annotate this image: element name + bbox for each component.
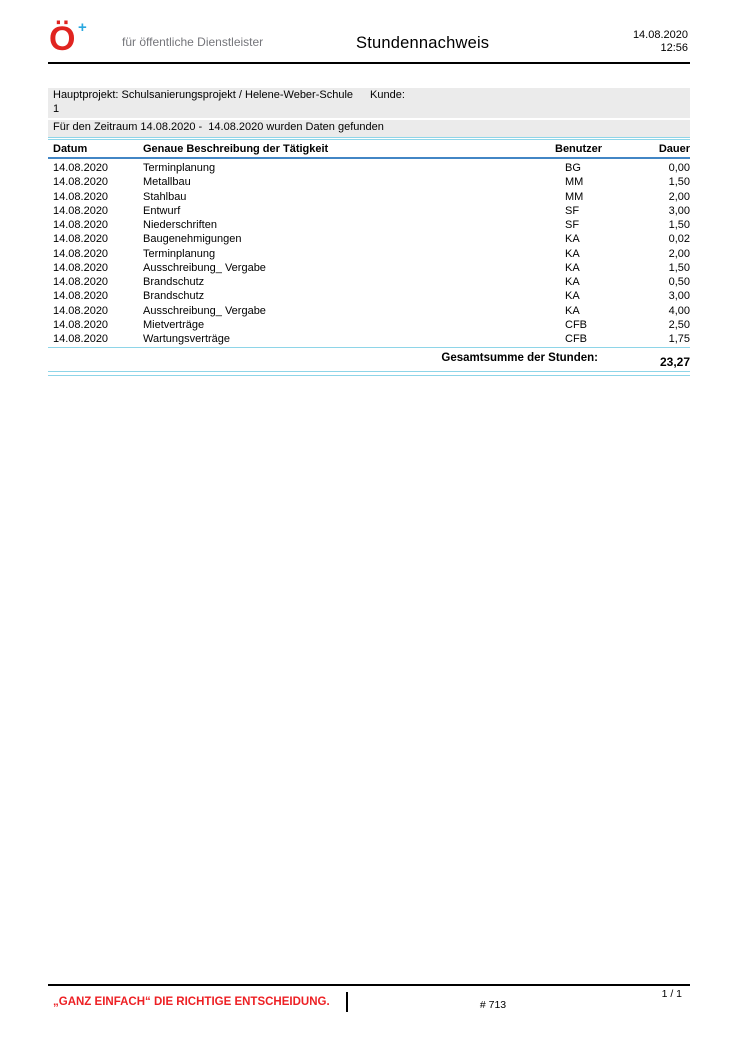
cell-date: 14.08.2020 xyxy=(53,204,109,217)
cell-task: Niederschriften xyxy=(143,219,217,231)
table-row xyxy=(48,247,690,261)
cell-duration: 4,00 xyxy=(668,304,690,317)
table-row xyxy=(48,218,690,232)
cell-user: KA xyxy=(565,276,580,288)
document-number: # 713 xyxy=(479,999,507,1011)
cell-date: 14.08.2020 xyxy=(53,304,109,317)
table-row xyxy=(48,332,690,346)
column-header-dauer: Dauer xyxy=(658,143,690,155)
report-date: 14.08.2020 xyxy=(632,29,688,41)
cell-duration: 2,00 xyxy=(668,247,690,260)
cell-duration: 1,50 xyxy=(668,261,690,274)
logo-letter: Ö xyxy=(49,20,76,58)
cell-date: 14.08.2020 xyxy=(53,190,109,203)
cell-duration: 0,00 xyxy=(668,162,690,174)
cell-date: 14.08.2020 xyxy=(53,176,109,189)
cell-task: Ausschreibung_ Vergabe xyxy=(143,261,266,274)
cell-user: KA xyxy=(565,261,580,274)
cell-duration: 2,50 xyxy=(668,318,690,331)
table-row xyxy=(48,261,690,275)
logo-tagline: für öffentliche Dienstleister xyxy=(122,35,264,49)
total-row xyxy=(48,351,690,369)
cell-date: 14.08.2020 xyxy=(53,219,109,231)
table-header-row xyxy=(48,143,690,159)
column-header-datum: Datum xyxy=(53,143,88,155)
table-row xyxy=(48,275,690,289)
cell-date: 14.08.2020 xyxy=(53,276,109,288)
table-body xyxy=(48,159,690,348)
cell-duration: 3,00 xyxy=(668,290,690,303)
column-header-beschreibung: Genaue Beschreibung der Tätigkeit xyxy=(143,143,329,155)
report-header xyxy=(48,18,690,60)
project-info-section xyxy=(48,88,690,138)
cell-task: Terminplanung xyxy=(143,162,216,174)
cell-date: 14.08.2020 xyxy=(53,318,109,331)
footer-divider xyxy=(48,984,690,986)
cell-date: 14.08.2020 xyxy=(53,261,109,274)
table-row xyxy=(48,161,690,175)
column-header-benutzer: Benutzer xyxy=(555,143,603,155)
table-row xyxy=(48,190,690,204)
cell-duration: 0,02 xyxy=(668,233,690,246)
project-info-box xyxy=(48,88,690,118)
cell-user: BG xyxy=(565,162,581,174)
total-label: Gesamtsumme der Stunden: xyxy=(441,352,598,365)
table-row xyxy=(48,304,690,318)
cell-duration: 1,50 xyxy=(668,176,690,189)
footer-vertical-bar xyxy=(346,992,348,1012)
cell-task: Ausschreibung_ Vergabe xyxy=(143,304,266,317)
total-value: 23,27 xyxy=(659,355,690,370)
report-datetime xyxy=(633,29,688,54)
table-row xyxy=(48,318,690,332)
cell-user: KA xyxy=(565,233,580,246)
cell-user: KA xyxy=(565,290,580,303)
cell-duration: 1,50 xyxy=(668,219,690,231)
hours-table xyxy=(48,139,690,376)
table-row xyxy=(48,204,690,218)
page-title: Stundennachweis xyxy=(356,34,490,52)
cell-task: Mietverträge xyxy=(143,318,205,331)
cell-user: CFB xyxy=(565,333,587,345)
cell-user: SF xyxy=(565,204,580,217)
cell-task: Brandschutz xyxy=(143,276,205,288)
cell-task: Stahlbau xyxy=(143,190,187,203)
cell-user: SF xyxy=(565,219,580,231)
cell-user: MM xyxy=(565,176,584,189)
header-divider xyxy=(48,62,690,64)
cell-date: 14.08.2020 xyxy=(53,162,109,174)
cell-task: Brandschutz xyxy=(143,290,205,303)
cell-duration: 0,50 xyxy=(668,276,690,288)
customer-label: Kunde: xyxy=(370,89,405,101)
table-row xyxy=(48,175,690,189)
project-line xyxy=(53,89,685,103)
cell-user: CFB xyxy=(565,318,587,331)
cell-date: 14.08.2020 xyxy=(53,290,109,303)
cell-duration: 3,00 xyxy=(668,204,690,217)
footer-slogan: „GANZ EINFACH“ DIE RICHTIGE ENTSCHEIDUNG. xyxy=(53,996,330,1008)
cell-date: 14.08.2020 xyxy=(53,247,109,260)
cell-user: MM xyxy=(565,190,584,203)
cell-user: KA xyxy=(565,304,580,317)
cell-date: 14.08.2020 xyxy=(53,333,109,345)
page-indicator: 1 / 1 xyxy=(661,988,682,1000)
logo-plus-icon: + xyxy=(78,19,87,36)
cell-task: Baugenehmigungen xyxy=(143,233,242,246)
report-time: 12:56 xyxy=(660,41,688,54)
period-info-box: Für den Zeitraum 14.08.2020 - 14.08.2020 wurden Daten gefunden xyxy=(48,120,690,138)
cell-task: Metallbau xyxy=(143,176,191,189)
cell-task: Wartungsverträge xyxy=(143,333,231,345)
table-row xyxy=(48,289,690,303)
total-double-rule xyxy=(48,371,690,376)
table-row xyxy=(48,232,690,246)
cell-user: KA xyxy=(565,247,580,260)
cell-date: 14.08.2020 xyxy=(53,233,109,246)
cell-task: Terminplanung xyxy=(143,247,216,260)
cell-duration: 2,00 xyxy=(668,190,690,203)
project-label: Hauptprojekt: Schulsanierungsprojekt / Helene-Weber-Schule xyxy=(53,89,354,101)
cell-duration: 1,75 xyxy=(668,333,690,345)
customer-value: 1 xyxy=(53,102,60,115)
cell-task: Entwurf xyxy=(143,204,181,217)
